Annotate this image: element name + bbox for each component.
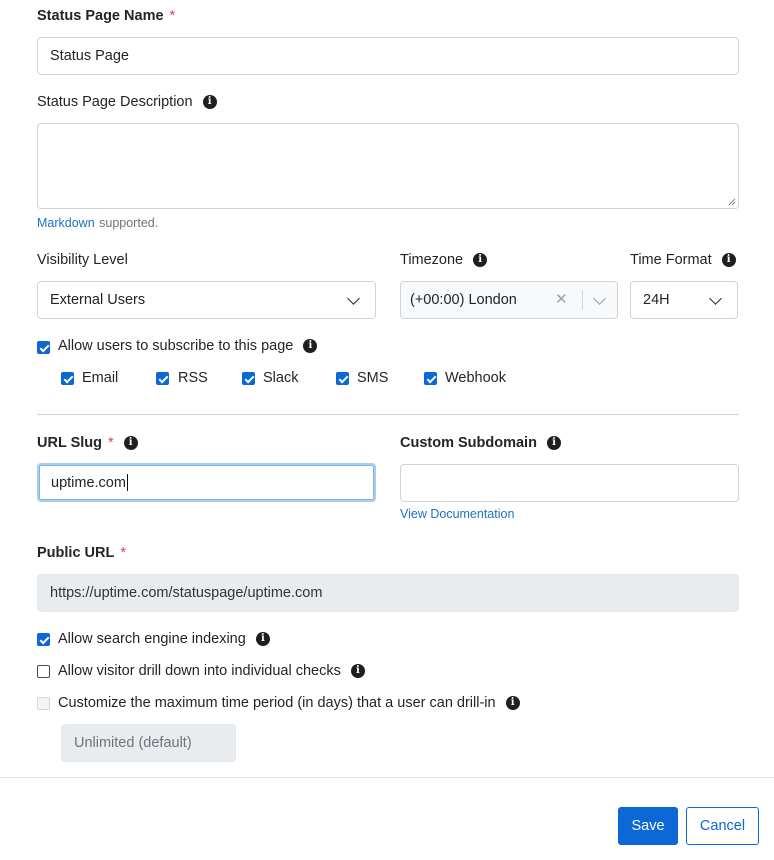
view-documentation-link[interactable]: View Documentation xyxy=(400,507,515,521)
chevron-down-icon xyxy=(347,292,360,305)
subscribe-checkbox[interactable] xyxy=(37,341,50,354)
select-divider xyxy=(582,290,583,310)
info-icon[interactable]: i xyxy=(506,696,520,710)
public-url-input: https://uptime.com/statuspage/uptime.com xyxy=(37,574,739,612)
webhook-label: Webhook xyxy=(445,370,506,386)
slack-label: Slack xyxy=(263,370,299,386)
cancel-button[interactable]: Cancel xyxy=(686,807,759,845)
info-icon[interactable]: i xyxy=(203,95,217,109)
markdown-link[interactable]: Markdown xyxy=(37,216,95,230)
drill-in-period-checkbox xyxy=(37,697,50,710)
info-icon[interactable]: i xyxy=(473,253,487,267)
rss-label: RSS xyxy=(178,370,208,386)
info-icon[interactable]: i xyxy=(351,664,365,678)
timezone-label: Timezone i xyxy=(400,252,487,268)
section-divider xyxy=(37,414,739,415)
chevron-down-icon xyxy=(709,292,722,305)
drill-down-label: Allow visitor drill down into individual checks i xyxy=(58,663,365,679)
text-cursor xyxy=(127,474,128,491)
rss-checkbox[interactable] xyxy=(156,372,169,385)
info-icon[interactable]: i xyxy=(124,436,138,450)
markdown-hint: Markdown supported. xyxy=(37,216,159,230)
info-icon[interactable]: i xyxy=(256,632,270,646)
slack-checkbox[interactable] xyxy=(242,372,255,385)
status-page-description-textarea[interactable] xyxy=(37,123,739,209)
public-url-label: Public URL * xyxy=(37,545,126,561)
drill-in-period-label: Customize the maximum time period (in days) that a user can drill-in i xyxy=(58,695,520,711)
email-label: Email xyxy=(82,370,119,386)
custom-subdomain-label: Custom Subdomain i xyxy=(400,435,561,451)
clear-icon[interactable]: ✕ xyxy=(555,291,568,308)
drill-down-checkbox[interactable] xyxy=(37,665,50,678)
sms-label: SMS xyxy=(357,370,389,386)
webhook-checkbox[interactable] xyxy=(424,372,437,385)
subscribe-label: Allow users to subscribe to this page i xyxy=(58,338,317,354)
custom-subdomain-input[interactable] xyxy=(400,464,739,502)
resize-handle-icon[interactable] xyxy=(728,198,736,206)
time-format-select[interactable]: 24H xyxy=(630,281,738,319)
visibility-level-label: Visibility Level xyxy=(37,252,128,268)
timezone-select[interactable]: (+00:00) London ✕ xyxy=(400,281,618,319)
time-format-label: Time Format i xyxy=(630,252,736,268)
search-indexing-label: Allow search engine indexing i xyxy=(58,631,270,647)
status-page-description-label: Status Page Description i xyxy=(37,94,217,110)
chevron-down-icon xyxy=(593,292,606,305)
sms-checkbox[interactable] xyxy=(336,372,349,385)
url-slug-input[interactable]: uptime.com xyxy=(37,463,376,502)
status-page-name-label: Status Page Name * xyxy=(37,8,176,24)
visibility-level-select[interactable]: External Users xyxy=(37,281,376,319)
search-indexing-checkbox[interactable] xyxy=(37,633,50,646)
url-slug-label: URL Slug * i xyxy=(37,435,138,451)
status-page-name-input[interactable]: Status Page xyxy=(37,37,739,75)
footer-divider xyxy=(0,777,774,778)
info-icon[interactable]: i xyxy=(547,436,561,450)
drill-in-period-input: Unlimited (default) xyxy=(61,724,236,762)
info-icon[interactable]: i xyxy=(722,253,736,267)
email-checkbox[interactable] xyxy=(61,372,74,385)
info-icon[interactable]: i xyxy=(303,339,317,353)
save-button[interactable]: Save xyxy=(618,807,678,845)
